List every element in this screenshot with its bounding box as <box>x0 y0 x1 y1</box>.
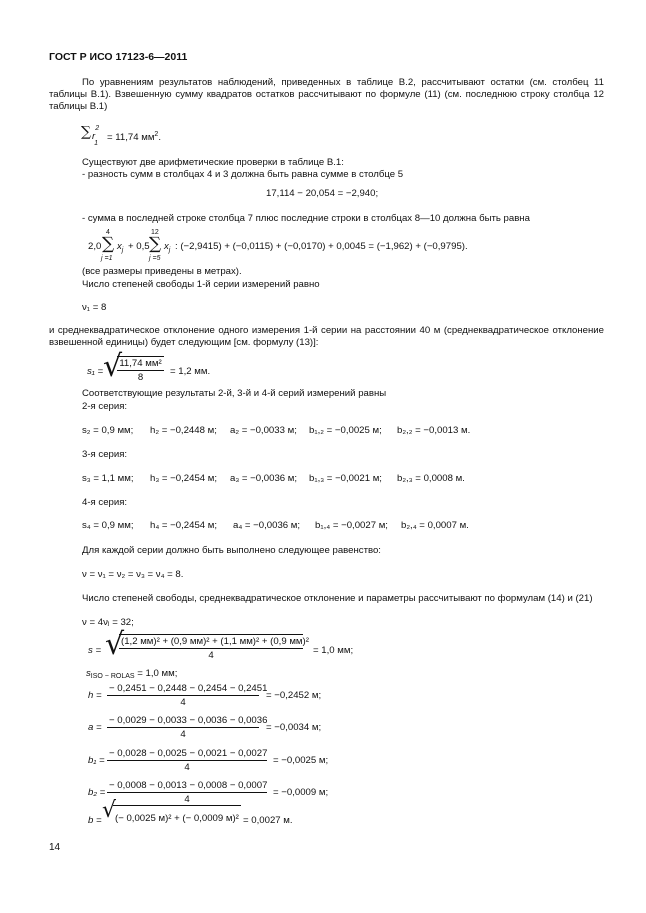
h-fraction <box>107 683 268 708</box>
series-s: s₂ = 0,9 мм; <box>82 425 134 436</box>
b2-fraction <box>107 780 267 805</box>
paragraph-units: (все размеры приведены в метрах). <box>82 266 242 277</box>
check-lim2-top: 12 <box>151 229 159 236</box>
series-a: a₄ = −0,0036 м; <box>233 520 301 531</box>
series-b2: b₂,₂ = −0,0013 м. <box>397 425 471 436</box>
s1-lhs: s₁ = <box>87 366 104 377</box>
s-numerator: (1,2 мм)² + (0,9 мм)² + (1,1 мм)² + (0,9 мм)² <box>121 636 309 647</box>
b2-denominator: 4 <box>184 794 190 805</box>
h-rhs: = −0,2452 м; <box>266 690 322 701</box>
h-numerator: − 0,2451 − 0,2448 − 0,2454 − 0,2451 <box>109 683 268 694</box>
sum-sign: ∑ <box>81 124 91 140</box>
equation-nu1: ν₁ = 8 <box>82 302 107 313</box>
check-lim2-bot: j =5 <box>149 255 161 262</box>
b2-numerator: − 0,0008 − 0,0013 − 0,0008 − 0,0007 <box>109 780 268 791</box>
sigma-icon: ∑ <box>149 234 162 254</box>
s1-numerator: 11,74 мм² <box>117 358 164 371</box>
paragraph-results: Соответствующие результаты 2-й, 3-й и 4-й серий измерений равны <box>82 388 387 399</box>
paragraph-dof: Число степеней свободы 1-й серии измерений равно <box>82 279 320 290</box>
equation-siso: $s_{ISO - ROLAS} = 1,0$ мм; <box>86 668 178 680</box>
paragraph-residuals-text: По уравнениям результатов наблюдений, приведенных в таблице В.2, рассчитывают остатки (см. столбец 11 таблицы В.1). Взвешенную сумму квадратов остатков рассчитывают по формуле (11) (см. последнюю строку столбца 12 таблицы В.1) <box>49 77 604 112</box>
a-lhs: a = <box>88 722 102 733</box>
s1-denominator: 8 <box>137 372 144 383</box>
s-rhs: = 1,0 мм; <box>313 645 354 656</box>
b-rhs: = 0,0027 м. <box>243 815 293 826</box>
a-numerator: − 0,0029 − 0,0033 − 0,0036 − 0,0036 <box>109 715 268 726</box>
sqrt-bar <box>117 356 164 357</box>
document-title: ГОСТ Р ИСО 17123-6—2011 <box>49 51 188 63</box>
check-x1: $x_j$ <box>117 241 124 254</box>
sqrt-bar <box>119 634 303 635</box>
series-label: 2-я серия: <box>82 401 128 412</box>
equation-nu-equal: ν = ν₁ = ν₂ = ν₃ = ν₄ = 8. <box>82 569 184 580</box>
sqrt-bar <box>113 805 241 806</box>
s-denominator: 4 <box>208 650 214 661</box>
paragraph-stddev: и среднеквадратическое отклонение одного измерения 1-й серии на расстоянии 40 м (среднеквадратическое отклонение взвешенной единицы) будет следующим [см. формулу (13)]: <box>49 325 604 348</box>
check-coef1: 2,0 <box>88 241 102 252</box>
series-h: h₂ = −0,2448 м; <box>150 425 217 436</box>
b2-lhs: b₂ = <box>88 787 106 798</box>
b2-rhs: = −0,0009 м; <box>273 787 329 798</box>
b1-rhs: = −0,0025 м; <box>273 755 329 766</box>
s1-fraction <box>117 358 164 383</box>
h-lhs: h = <box>88 690 102 701</box>
s1-rhs: = 1,2 мм. <box>170 366 211 377</box>
paragraph-checks: Существуют две арифметические проверки в таблице В.1: <box>82 157 344 168</box>
h-denominator: 4 <box>180 697 186 708</box>
a-fraction <box>107 715 268 740</box>
b1-numerator: − 0,0028 − 0,0025 − 0,0021 − 0,0027 <box>109 748 268 759</box>
paragraph-check1: - разность сумм в столбцах 4 и 3 должна быть равна сумме в столбце 5 <box>82 169 404 180</box>
sum-value: = 11,74 $мм^2$. <box>107 131 161 144</box>
check-coef2: + 0,5 <box>128 241 150 252</box>
b1-lhs: b₁ = <box>88 755 105 766</box>
series-s: s₃ = 1,1 мм; <box>82 473 134 484</box>
sqrt-icon: √ <box>103 349 123 384</box>
check-lim1-bot: j =1 <box>101 255 113 262</box>
series-label: 4-я серия: <box>82 497 128 508</box>
sqrt-icon: √ <box>105 627 125 662</box>
series-b1: b₁,₂ = −0,0025 м; <box>309 425 382 436</box>
series-label: 3-я серия: <box>82 449 128 460</box>
b-lhs: b = <box>88 815 102 826</box>
paragraph-formulas: Число степеней свободы, среднеквадратическое отклонение и параметры рассчитывают по формулам (14) и (21) <box>82 593 593 604</box>
paragraph-equality: Для каждой серии должно быть выполнено следующее равенство: <box>82 545 381 556</box>
series-a: a₂ = −0,0033 м; <box>230 425 297 436</box>
series-b1: b₁,₃ = −0,0021 м; <box>309 473 382 484</box>
series-b1: b₁,₄ = −0,0027 м; <box>315 520 388 531</box>
equation-nu4: ν = 4νⱼ = 32; <box>82 617 134 628</box>
b-inner: (− 0,0025 м)² + (− 0,0009 м)² <box>115 813 239 824</box>
s-fraction <box>119 636 309 661</box>
series-b2: b₂,₄ = 0,0007 м. <box>401 520 469 531</box>
sigma-icon: ∑ <box>102 234 115 254</box>
check-rhs: : (−2,9415) + (−0,0115) + (−0,0170) + 0,0045 = (−1,962) + (−0,9795). <box>175 241 468 252</box>
series-b2: b₂,₃ = 0,0008 м. <box>397 473 465 484</box>
a-denominator: 4 <box>180 729 186 740</box>
page-number: 14 <box>49 842 61 853</box>
series-a: a₃ = −0,0036 м; <box>230 473 298 484</box>
b1-fraction <box>107 748 267 773</box>
sum-variable: $r^2_1$ <box>92 125 100 148</box>
series-h: h₃ = −0,2454 м; <box>150 473 218 484</box>
sqrt-icon: √ <box>102 798 117 823</box>
series-h: h₄ = −0,2454 м; <box>150 520 218 531</box>
a-rhs: = −0,0034 м; <box>266 722 322 733</box>
check-lim1-top: 4 <box>106 229 110 236</box>
paragraph-check2: - сумма в последней строке столбца 7 плюс последние строки в столбцах 8—10 должна быть равна <box>82 213 530 224</box>
b1-denominator: 4 <box>184 762 190 773</box>
check-x2: $x_j$ <box>164 241 171 254</box>
s-lhs: s = <box>88 645 102 656</box>
equation-diff: 17,114 − 20,054 = −2,940; <box>266 188 379 199</box>
series-s: s₄ = 0,9 мм; <box>82 520 134 531</box>
